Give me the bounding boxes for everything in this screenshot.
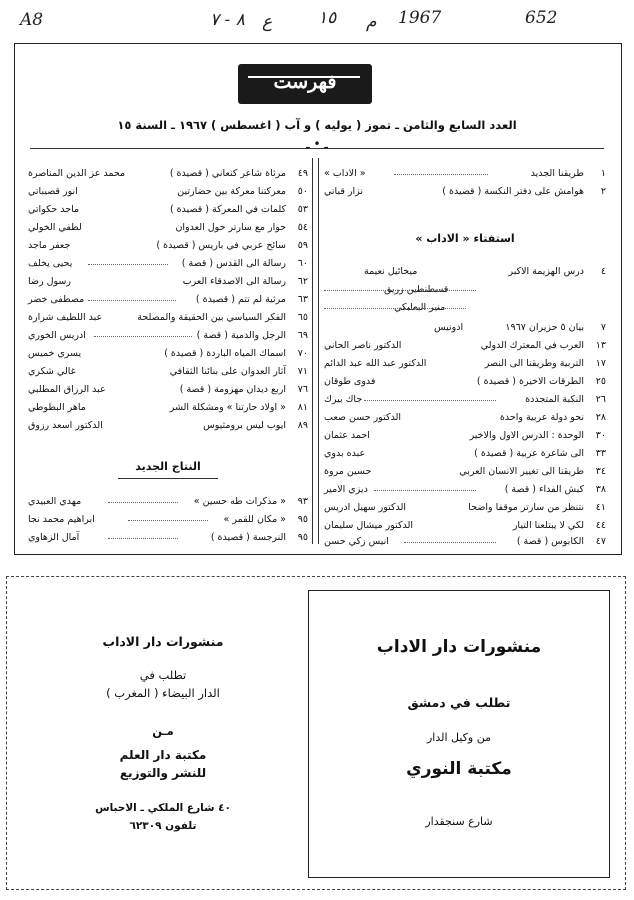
toc-entry: ٧١ آثار العدوان على بنائنا الثقافي غالي شكري [28,366,308,377]
ornament: ـ • ـ [306,137,328,151]
ad-left-shop2: للنشر والتوزيع [119,766,207,780]
section-rule [118,478,218,479]
section-heading-survey: استفتاء « الاداب » [415,232,515,245]
toc-entry: ٧ بيان ٥ حزيران ١٩٦٧ ادونيس [434,322,606,333]
toc-entry: ٥٩ سائح عربي في باريس ( قصيدة ) جعفر ماجد [28,240,308,251]
toc-entry: ٢٥ الطرقات الاخيرة ( قصيدة ) فدوى طوقان [324,376,606,387]
ad-left-shop1: مكتبة دار العلم [119,748,207,762]
handwritten-page: 652 [525,8,558,28]
ad-right [308,590,610,878]
toc-entry: ٦٥ الفكر السياسي بين الحقيقة والمصلحة عبد اللطيف شرارة [28,312,308,323]
banner-underline [248,76,360,78]
toc-entry: ٣٣ الى شاعرة عربية ( قصيدة ) عبده بدوي [324,448,606,459]
toc-entry: ٧٠ اسماك المياه الباردة ( قصيدة ) يسري خميس [28,348,308,359]
toc-entry: ٧٦ اربع ديدان مهزومة ( قصة ) عبد الرزاق المطلبي [28,384,308,395]
toc-entry: ٢٦ النكبة المتجددة جاك بيرك [324,394,606,405]
toc-entry: ٩٥ النرجسة ( قصيدة ) آمال الزهاوي [28,532,308,543]
ad-left-line1: تطلب في [139,668,187,682]
toc-entry: ٦٩ الرجل والدمية ( قصة ) ادريس الخوري [28,330,308,341]
column-divider [312,158,319,544]
left-column [28,160,308,546]
toc-entry: ١٣ العرب في المعترك الدولي الدكتور ناصر الحاني [324,340,606,351]
toc-entry: ٤ درس الهزيمة الاكبر ميخائيل نعيمة [364,266,606,277]
toc-entry: ٤٩ مرثاة شاعر كنعاني ( قصيدة ) محمد عز الدين المناصرة [28,168,308,179]
toc-entry: ٦٢ رسالة الى الاصدقاء العرب رسول رضا [28,276,308,287]
toc-entry: ٤١ نتنظر من سارتر موقفا واضحا الدكتور سهيل ادريس [324,502,606,513]
toc-entry: ٢ هوامش على دفتر النكسة ( قصيدة ) نزار قباني [324,186,606,197]
handwritten-issue: ٨ - ٧ [210,10,245,30]
ad-left-address: ٤٠ شارع الملكي ـ الاحباس [95,802,231,814]
toc-entry: ٣٠ الوحدة : الدرس الاول والاخير احمد عثمان [324,430,606,441]
handwritten-letter-m: م [366,12,377,32]
toc-entry: ٦٠ رسالة الى القدس ( قصة ) يحيى يخلف [28,258,308,269]
ad-right-sub: تطلب في دمشق [407,695,511,710]
banner-label: فهرست [273,71,337,93]
toc-entry: ٩٣ « مذكرات طه حسين » مهدي العبيدي [28,496,308,507]
handwritten-code: A8 [20,10,44,30]
ad-right-title: منشورات دار الاداب [376,637,542,657]
ad-left-line2: الدار البيضاء ( المغرب ) [106,686,220,700]
ad-left-from: مـن [152,724,174,738]
header-rule [30,148,604,149]
handwritten-number: ١٥ [318,8,337,28]
ad-left-title: منشورات دار الاداب [102,634,224,649]
handwritten-year: 1967 [398,8,442,28]
toc-entry: ٢٨ نحو دولة عربية واحدة الدكتور حسن صعب [324,412,606,423]
ad-left-phone: تلفون ٦٢٣٠٩ [129,820,197,832]
right-column [324,160,606,546]
toc-entry: ٨١ « اولاد حارتنا » ومشكلة الشر ماهر البطوطي [28,402,308,413]
toc-entry: ٤٧ الكابوس ( قصة ) انيس زكي حسن [324,536,606,547]
ad-right-street: شارع سنجقدار [425,815,493,828]
toc-entry: منير البعلبكي [324,300,606,316]
toc-entry: قسطنطين زريق [324,282,606,298]
handwritten-letter: ع [262,12,273,32]
issue-line: العدد السابع والثامن ـ تموز ( يوليه ) و آب ( اغسطس ) ١٩٦٧ ـ السنة ١٥ [117,118,517,132]
toc-entry: ٨٩ ايوب ليس برومثيوس الدكتور اسعد رزوق [28,420,308,431]
toc-entry: ١٧ التربية وطريقنا الى النصر الدكتور عبد الله عبد الدائم [324,358,606,369]
ad-right-shop: مكتبة النوري [406,759,512,779]
toc-entry: ٤٤ لكي لا يبتلعنا التيار الدكتور ميشال سليمان [324,520,606,531]
toc-entry: ٥٣ كلمات في المعركة ( قصيدة ) ماجد حكواتي [28,204,308,215]
section-heading-new-output: النتاج الجديد [135,460,201,473]
toc-entry: ٥٠ معركتنا معركة بين حضارتين انور قصيباتي [28,186,308,197]
toc-entry: ٣٨ كبش الفداء ( قصة ) ديزي الامير [324,484,606,495]
toc-entry: ٣٤ طريقنا الى تغيير الانسان العربي حسين مروة [324,466,606,477]
ad-left [18,590,308,876]
toc-entry: ١ طريقنا الجديد « الاداب » [324,168,606,179]
title-banner [238,64,372,104]
ad-right-agent: من وكيل الدار [426,731,491,744]
toc-entry: ٦٣ مرثية لم تتم ( قصيدة ) مصطفى خضر [28,294,308,305]
toc-entry: ٩٥ « مكان للقمر » ابراهيم محمد نجا [28,514,308,525]
toc-entry: ٥٤ حوار مع سارتر حول العدوان لطفي الخولي [28,222,308,233]
